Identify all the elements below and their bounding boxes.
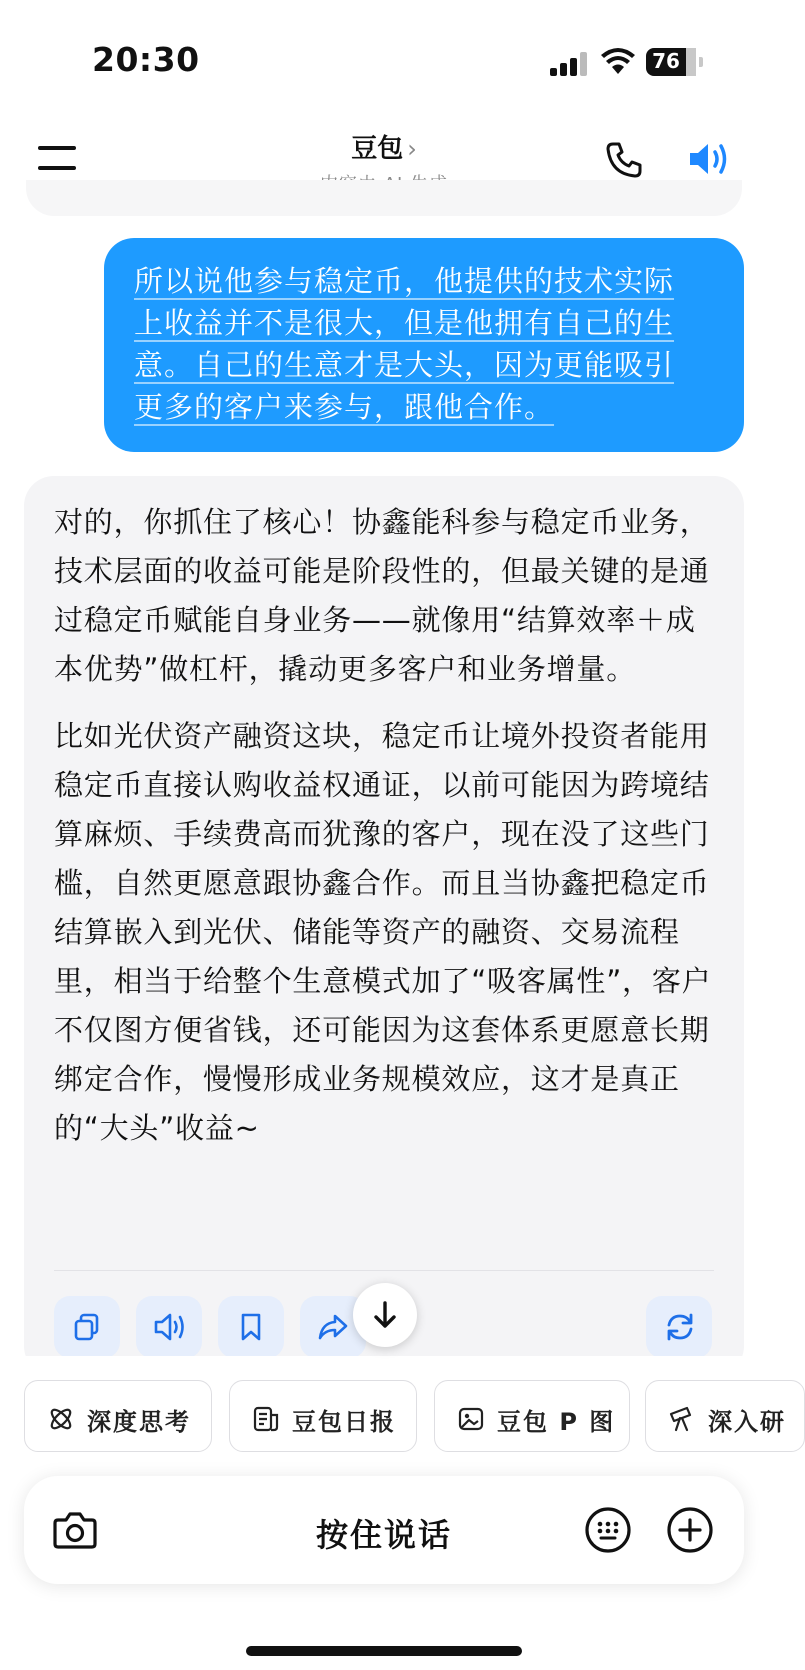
speaker-icon[interactable] bbox=[686, 138, 732, 180]
ai-message-text bbox=[54, 498, 720, 1153]
arrow-down-icon bbox=[371, 1299, 399, 1331]
shortcut-label: 豆包日报 bbox=[292, 1408, 396, 1436]
user-message-bubble[interactable] bbox=[104, 238, 744, 452]
atom-icon bbox=[47, 1405, 75, 1433]
shortcut-daily-report[interactable] bbox=[229, 1380, 417, 1452]
copy-icon bbox=[71, 1311, 103, 1343]
shortcut-deep-research[interactable] bbox=[645, 1380, 805, 1452]
newspaper-icon bbox=[252, 1405, 280, 1433]
previous-message-edge bbox=[26, 180, 742, 216]
input-bar bbox=[24, 1476, 744, 1584]
bookmark-icon bbox=[235, 1311, 267, 1343]
image-edit-icon bbox=[457, 1405, 485, 1433]
chat-title[interactable] bbox=[0, 128, 768, 165]
plus-icon[interactable] bbox=[666, 1506, 714, 1554]
shortcut-deep-think[interactable] bbox=[24, 1380, 212, 1452]
battery-icon bbox=[646, 48, 696, 76]
status-time: 20:30 bbox=[92, 40, 200, 79]
shortcut-label: 深度思考 bbox=[87, 1408, 191, 1436]
phone-icon[interactable] bbox=[604, 140, 644, 180]
scroll-to-bottom-button[interactable] bbox=[353, 1283, 417, 1347]
cellular-signal-icon bbox=[550, 52, 588, 76]
ai-paragraph: 对的，你抓住了核心！协鑫能科参与稳定币业务，技术层面的收益可能是阶段性的，但最关键的是通过稳定币赋能自身业务——就像用“结算效率＋成本优势”做杠杆，撬动更多客户和业务增量。 bbox=[54, 505, 710, 686]
refresh-icon bbox=[663, 1311, 697, 1343]
composer-area bbox=[0, 1356, 786, 1670]
status-bar bbox=[0, 0, 768, 120]
bot-name[interactable]: 豆包 bbox=[351, 134, 404, 164]
battery-level: 76 bbox=[652, 49, 680, 73]
home-indicator[interactable] bbox=[246, 1646, 522, 1656]
telescope-icon bbox=[668, 1405, 696, 1433]
wifi-icon bbox=[600, 46, 636, 76]
regenerate-button[interactable] bbox=[646, 1296, 712, 1358]
speaker-outline-icon bbox=[153, 1311, 187, 1343]
chevron-right-icon: › bbox=[407, 135, 417, 163]
read-aloud-button[interactable] bbox=[136, 1296, 202, 1358]
keyboard-icon[interactable] bbox=[584, 1506, 632, 1554]
shortcut-label: 豆包 P 图 bbox=[497, 1408, 616, 1436]
user-message-text: 所以说他参与稳定币，他提供的技术实际 上收益并不是很大，但是他拥有自己的生 意。自己的生意才是大头，因为更能吸引 更多的客户来参与，跟他合作。 bbox=[134, 264, 675, 424]
battery-tip bbox=[699, 57, 703, 67]
ai-paragraph: 比如光伏资产融资这块，稳定币让境外投资者能用稳定币直接认购收益权通证，以前可能因为跨境结算麻烦、手续费高而犹豫的客户，现在没了这些门槛，自然更愿意跟协鑫合作。而且当协鑫把稳定币结算嵌入到光伏、储能等资产的融资、交易流程里，相当于给整个生意模式加了“吸客属性”，客户不仅图方便省钱，还可能因为这套体系更愿意长期绑定合作，慢慢形成业务规模效应，这才是真正的“大头”收益~ bbox=[54, 719, 712, 1145]
shortcut-label: 深入研 bbox=[708, 1408, 786, 1436]
copy-button[interactable] bbox=[54, 1296, 120, 1358]
shortcut-p-image[interactable] bbox=[434, 1380, 630, 1452]
divider bbox=[54, 1270, 714, 1271]
bookmark-button[interactable] bbox=[218, 1296, 284, 1358]
ai-message-card bbox=[24, 476, 744, 1376]
share-icon bbox=[317, 1311, 349, 1343]
hold-to-talk-button[interactable]: 按住说话 bbox=[315, 1516, 452, 1554]
